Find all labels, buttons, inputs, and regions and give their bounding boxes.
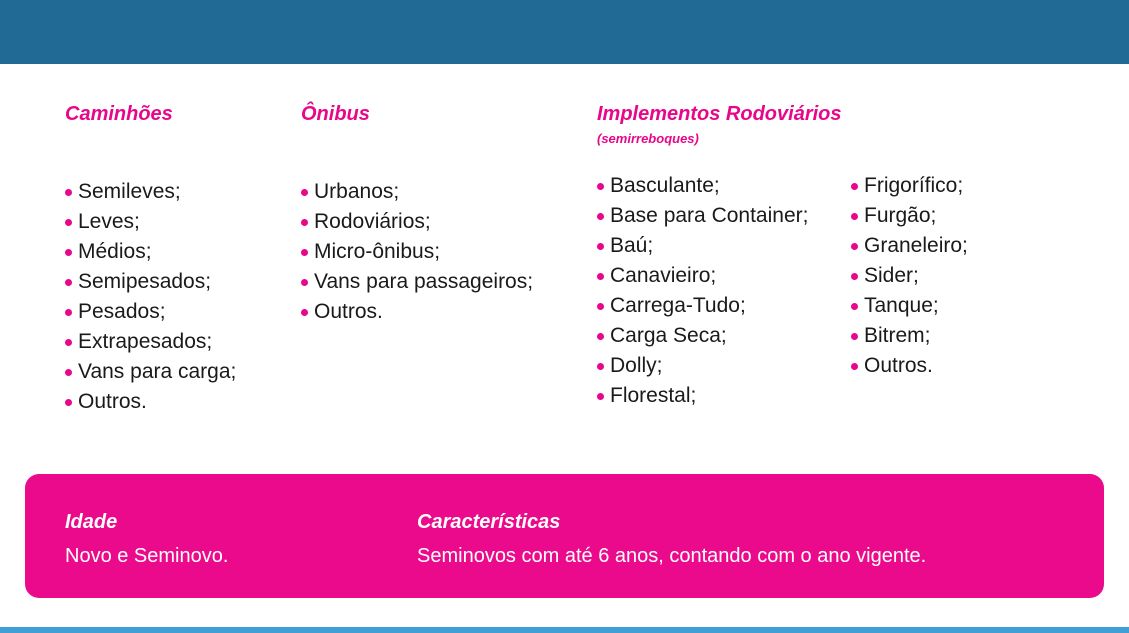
bullet-icon	[851, 363, 858, 370]
list-item-label: Pesados;	[78, 300, 166, 323]
bullet-icon	[851, 213, 858, 220]
bullet-icon	[301, 189, 308, 196]
list-item-label: Basculante;	[610, 174, 720, 197]
bullet-icon	[65, 279, 72, 286]
onibus-title: Ônibus	[301, 103, 370, 125]
list-item	[851, 201, 968, 231]
implementos-right-column	[851, 171, 968, 381]
bullet-icon	[851, 303, 858, 310]
column-onibus	[301, 102, 533, 327]
bullet-icon	[65, 399, 72, 406]
bullet-icon	[301, 249, 308, 256]
bullet-icon	[65, 339, 72, 346]
bullet-icon	[301, 309, 308, 316]
column-caminhoes	[65, 102, 236, 417]
implementos-list-left	[597, 171, 808, 411]
list-item	[851, 231, 968, 261]
bullet-icon	[597, 273, 604, 280]
idade-title: Idade	[65, 511, 118, 533]
list-item	[597, 171, 808, 201]
bullet-icon	[851, 183, 858, 190]
bullet-icon	[597, 393, 604, 400]
implementos-subtitle: (semirreboques)	[597, 131, 699, 146]
caminhoes-list	[65, 177, 236, 417]
list-item	[65, 207, 236, 237]
bullet-icon	[65, 249, 72, 256]
list-item	[851, 171, 968, 201]
bullet-icon	[597, 213, 604, 220]
list-item	[597, 261, 808, 291]
bullet-icon	[65, 369, 72, 376]
list-item	[851, 351, 968, 381]
list-item-label: Outros.	[78, 390, 147, 413]
list-item-label: Extrapesados;	[78, 330, 213, 353]
list-item-label: Dolly;	[610, 354, 663, 377]
bullet-icon	[65, 189, 72, 196]
list-item-label: Micro-ônibus;	[314, 240, 441, 263]
list-item	[65, 297, 236, 327]
list-item	[65, 237, 236, 267]
list-item-label: Leves;	[78, 210, 140, 233]
idade-text: Novo e Seminovo.	[65, 545, 229, 567]
bullet-icon	[851, 243, 858, 250]
list-item	[851, 321, 968, 351]
list-item-label: Tanque;	[864, 294, 939, 317]
list-item-label: Graneleiro;	[864, 234, 968, 257]
list-item	[65, 267, 236, 297]
list-item-label: Base para Container;	[610, 204, 809, 227]
list-item-label: Rodoviários;	[314, 210, 431, 233]
bullet-icon	[851, 333, 858, 340]
bullet-icon	[597, 243, 604, 250]
list-item-label: Vans para carga;	[78, 360, 237, 383]
list-item	[65, 177, 236, 207]
info-box	[25, 474, 1104, 598]
bullet-icon	[597, 183, 604, 190]
bullet-icon	[301, 219, 308, 226]
list-item-label: Furgão;	[864, 204, 937, 227]
list-item	[301, 267, 533, 297]
list-item	[65, 327, 236, 357]
list-item	[597, 231, 808, 261]
caracteristicas-text: Seminovos com até 6 anos, contando com o ano vigente.	[417, 545, 927, 567]
bullet-icon	[597, 303, 604, 310]
list-item	[597, 291, 808, 321]
list-item	[301, 297, 533, 327]
list-item-label: Baú;	[610, 234, 654, 257]
list-item	[851, 291, 968, 321]
bullet-icon	[301, 279, 308, 286]
list-item-label: Sider;	[864, 264, 919, 287]
list-item-label: Frigorífico;	[864, 174, 964, 197]
bullet-icon	[65, 309, 72, 316]
list-item-label: Semileves;	[78, 180, 181, 203]
list-item	[301, 207, 533, 237]
list-item	[597, 351, 808, 381]
list-item-label: Carrega-Tudo;	[610, 294, 746, 317]
footer-bar	[0, 627, 1129, 633]
column-implementos	[597, 102, 842, 147]
list-item-label: Vans para passageiros;	[314, 270, 534, 293]
implementos-left-column	[597, 171, 808, 411]
header-bar	[0, 0, 1129, 64]
list-item-label: Outros.	[864, 354, 933, 377]
list-item	[597, 201, 808, 231]
list-item	[597, 321, 808, 351]
bullet-icon	[597, 363, 604, 370]
list-item-label: Outros.	[314, 300, 383, 323]
bullet-icon	[65, 219, 72, 226]
caminhoes-title: Caminhões	[65, 103, 173, 125]
list-item	[65, 357, 236, 387]
bullet-icon	[597, 333, 604, 340]
list-item-label: Canavieiro;	[610, 264, 717, 287]
list-item-label: Urbanos;	[314, 180, 400, 203]
implementos-list-right	[851, 171, 968, 381]
list-item	[65, 387, 236, 417]
list-item-label: Médios;	[78, 240, 152, 263]
implementos-title: Implementos Rodoviários	[597, 103, 842, 125]
list-item-label: Florestal;	[610, 384, 697, 407]
list-item	[301, 177, 533, 207]
onibus-list	[301, 177, 533, 327]
list-item-label: Carga Seca;	[610, 324, 727, 347]
caracteristicas-title: Características	[417, 511, 561, 533]
list-item-label: Bitrem;	[864, 324, 931, 347]
bullet-icon	[851, 273, 858, 280]
list-item-label: Semipesados;	[78, 270, 212, 293]
list-item	[597, 381, 808, 411]
list-item	[301, 237, 533, 267]
list-item	[851, 261, 968, 291]
